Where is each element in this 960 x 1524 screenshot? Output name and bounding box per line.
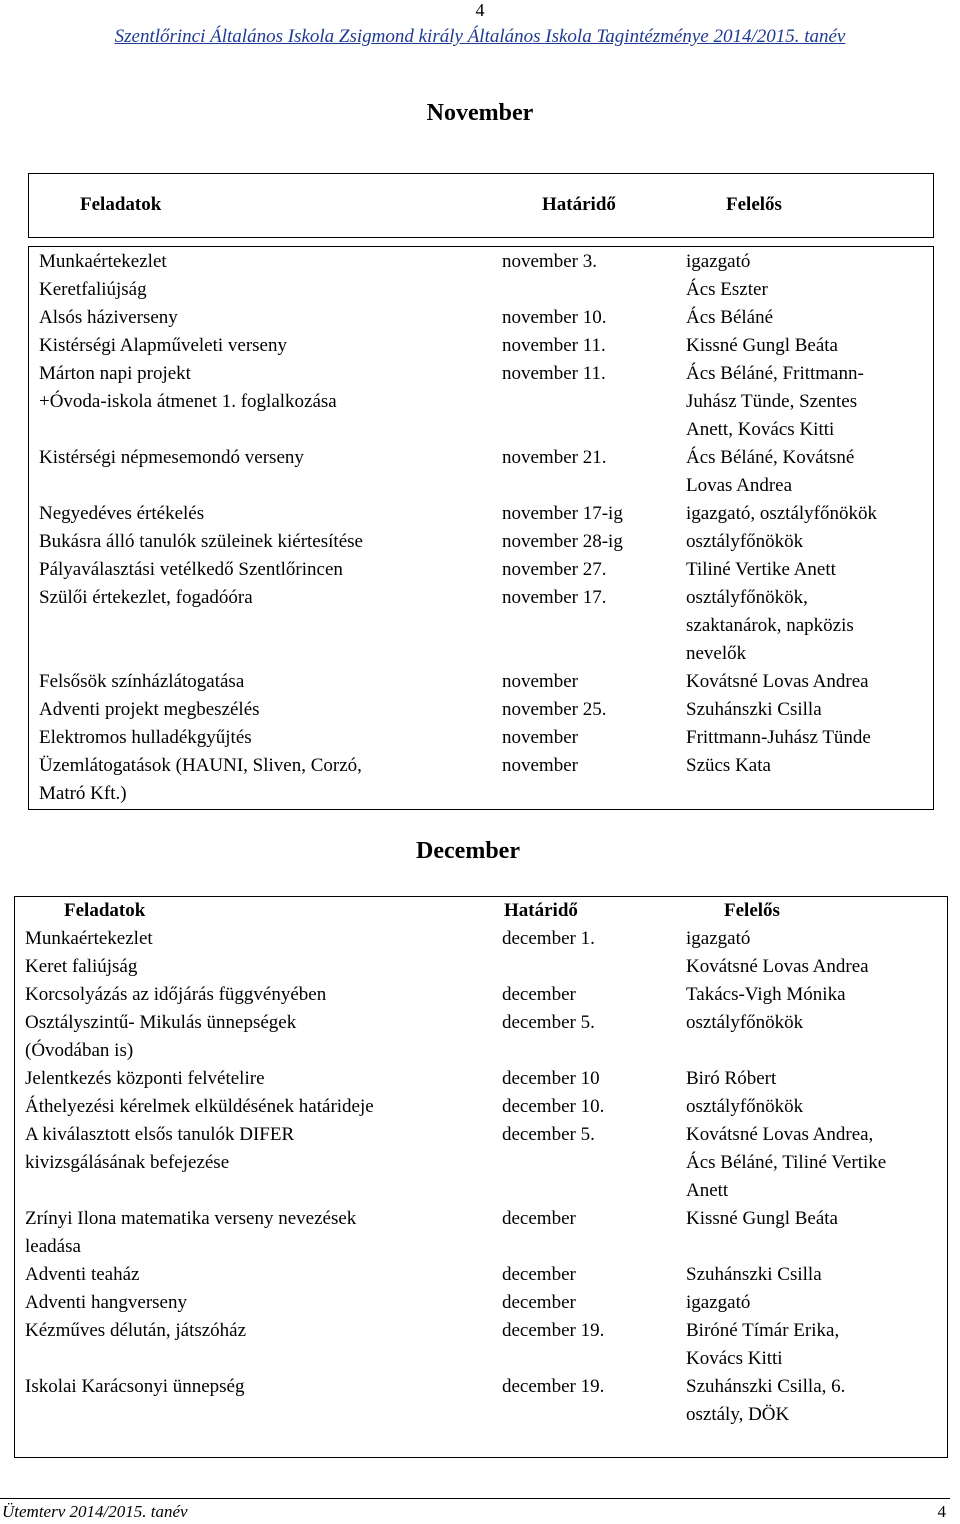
november-row-deadline: november (502, 671, 578, 692)
document-header: Szentlőrinci Általános Iskola Zsigmond király Általános Iskola Tagintézménye 2014/2015. tanév (114, 26, 846, 47)
december-row-responsible: Szuhánszki Csilla, 6. osztály, DÖK (686, 1376, 846, 1425)
november-row-deadline: november 11. (502, 335, 606, 356)
december-row-deadline: december (502, 984, 576, 1005)
november-row-responsible: Ács Eszter (686, 279, 768, 300)
page-number: 4 (475, 0, 485, 20)
december-row-responsible: igazgató (686, 928, 751, 949)
november-row-deadline: november 3. (502, 251, 597, 272)
december-title: December (416, 838, 520, 864)
december-row-deadline: december 19. (502, 1376, 605, 1397)
december-row-responsible: Kissné Gungl Beáta (686, 1208, 838, 1229)
november-row-task: Felsősök színházlátogatása (39, 671, 245, 692)
november-row-deadline: november 17. (502, 587, 607, 608)
november-row-task: Elektromos hulladékgyűjtés (39, 727, 252, 748)
november-row-task: Adventi projekt megbeszélés (39, 699, 260, 720)
november-row-responsible: Frittmann-Juhász Tünde (686, 727, 871, 748)
november-row-deadline: november (502, 755, 578, 776)
december-row-responsible: Kovátsné Lovas Andrea (686, 956, 869, 977)
november-row-task: Pályaválasztási vetélkedő Szentlőrincen (39, 559, 343, 580)
december-row-task: Adventi teaház (25, 1264, 140, 1285)
november-row-responsible: igazgató, osztályfőnökök (686, 503, 878, 524)
november-row-responsible: Tiliné Vertike Anett (686, 559, 836, 580)
december-row-responsible: osztályfőnökök (686, 1096, 804, 1117)
december-row-responsible: osztályfőnökök (686, 1012, 804, 1033)
november-row-task: Munkaértekezlet (39, 251, 167, 272)
footer-rule (0, 1498, 950, 1499)
november-row-responsible: Kissné Gungl Beáta (686, 335, 838, 356)
december-row-task: Jelentkezés központi felvételire (25, 1068, 265, 1089)
november-row-deadline: november 10. (502, 307, 607, 328)
november-header-box (28, 173, 934, 238)
december-header-deadline: Határidő (504, 900, 578, 921)
november-row-task: Márton napi projekt +Óvoda-iskola átmenet 1. foglalkozása (39, 363, 337, 412)
december-row-deadline: december 5. (502, 1012, 595, 1033)
november-row-task: Alsós háziverseny (39, 307, 178, 328)
november-row-responsible: igazgató (686, 251, 751, 272)
november-row-task: Kistérségi Alapműveleti verseny (39, 335, 287, 356)
november-row-deadline: november 25. (502, 699, 607, 720)
november-header-deadline: Határidő (542, 194, 616, 215)
december-row-task: Adventi hangverseny (25, 1292, 187, 1313)
november-row-deadline: november 17-ig (502, 503, 623, 524)
december-row-deadline: december (502, 1264, 576, 1285)
footer-left: Ütemterv 2014/2015. tanév (2, 1502, 188, 1521)
november-row-deadline: november 27. (502, 559, 607, 580)
december-row-responsible: igazgató (686, 1292, 751, 1313)
november-header-task: Feladatok (80, 194, 162, 215)
december-row-deadline: december 10. (502, 1096, 605, 1117)
december-row-deadline: december 10 (502, 1068, 600, 1089)
december-row-task: Korcsolyázás az időjárás függvényében (25, 984, 327, 1005)
november-row-deadline: november (502, 727, 578, 748)
december-row-task: Osztályszintű- Mikulás ünnepségek (Óvodában is) (25, 1012, 297, 1061)
december-row-deadline: december (502, 1292, 576, 1313)
november-row-task: Keretfaliújság (39, 279, 147, 300)
november-row-deadline: november 28-ig (502, 531, 623, 552)
december-row-deadline: december 5. (502, 1124, 595, 1145)
november-row-responsible: Kovátsné Lovas Andrea (686, 671, 869, 692)
november-row-responsible: Ács Béláné, Frittmann- Juhász Tünde, Szentes Anett, Kovács Kitti (686, 363, 864, 440)
december-row-responsible: Biróné Tímár Erika, Kovács Kitti (686, 1320, 840, 1369)
december-row-task: Iskolai Karácsonyi ünnepség (25, 1376, 245, 1397)
november-header-responsible: Felelős (726, 194, 782, 215)
november-row-responsible: osztályfőnökök (686, 531, 804, 552)
december-row-task: A kiválasztott elsős tanulók DIFER kivizsgálásának befejezése (25, 1124, 295, 1173)
november-row-responsible: osztályfőnökök, szaktanárok, napközis nevelők (686, 587, 854, 664)
november-row-deadline: november 21. (502, 447, 607, 468)
november-row-task: Szülői értekezlet, fogadóóra (39, 587, 253, 608)
november-row-responsible: Szücs Kata (686, 755, 771, 776)
november-row-responsible: Szuhánszki Csilla (686, 699, 822, 720)
december-row-task: Áthelyezési kérelmek elküldésének határideje (25, 1096, 374, 1117)
december-row-deadline: december 1. (502, 928, 595, 949)
november-row-responsible: Ács Béláné (686, 307, 774, 328)
november-row-task: Kistérségi népmesemondó verseny (39, 447, 304, 468)
november-row-responsible: Ács Béláné, Kovátsné Lovas Andrea (686, 447, 855, 496)
december-row-responsible: Biró Róbert (686, 1068, 777, 1089)
december-header-task: Feladatok (64, 900, 146, 921)
footer-right: 4 (937, 1502, 946, 1521)
december-row-deadline: december (502, 1208, 576, 1229)
november-row-deadline: november 11. (502, 363, 606, 384)
december-row-responsible: Kovátsné Lovas Andrea, Ács Béláné, Tiliné Vertike Anett (686, 1124, 887, 1201)
december-header-responsible: Felelős (724, 900, 780, 921)
december-row-task: Keret faliújság (25, 956, 138, 977)
december-row-responsible: Szuhánszki Csilla (686, 1264, 822, 1285)
november-row-task: Negyedéves értékelés (39, 503, 205, 524)
november-title: November (426, 100, 534, 126)
december-row-task: Munkaértekezlet (25, 928, 153, 949)
november-row-task: Üzemlátogatások (HAUNI, Sliven, Corzó, Matró Kft.) (39, 755, 362, 804)
december-row-task: Kézműves délután, játszóház (25, 1320, 247, 1341)
december-row-responsible: Takács-Vigh Mónika (686, 984, 846, 1005)
december-row-task: Zrínyi Ilona matematika verseny nevezések leadása (25, 1208, 357, 1257)
november-row-task: Bukásra álló tanulók szüleinek kiértesítése (39, 531, 363, 552)
december-row-deadline: december 19. (502, 1320, 605, 1341)
